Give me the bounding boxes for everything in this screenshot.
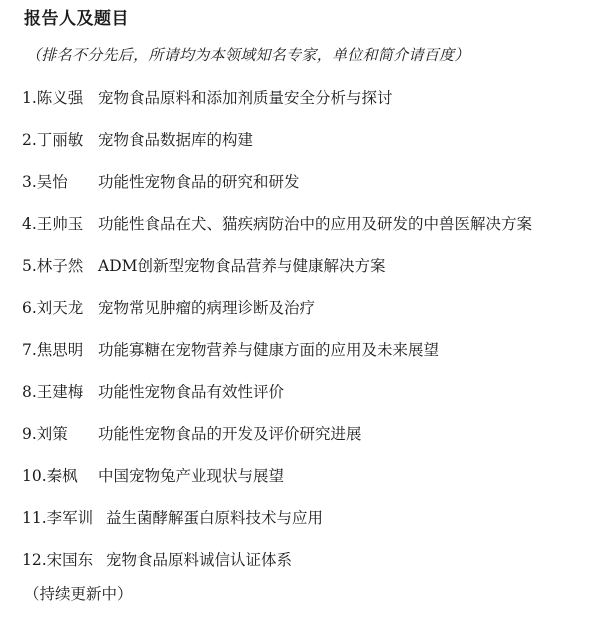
list-item [22, 508, 532, 550]
list-item [22, 256, 532, 298]
footer-note: （持续更新中） [24, 585, 133, 603]
speaker-name: 2.丁丽敏 [22, 131, 84, 149]
speaker-topic: 功能性食品在犬、猫疾病防治中的应用及研发的中兽医解决方案 [98, 215, 533, 233]
speaker-topic: 宠物食品原料和添加剂质量安全分析与探讨 [98, 89, 393, 107]
speaker-name: 6.刘天龙 [22, 299, 84, 317]
speaker-name: 11.李军训 [22, 509, 94, 527]
list-item [22, 382, 532, 424]
speaker-name: 4.王帅玉 [22, 215, 84, 233]
speaker-name: 12.宋国东 [22, 551, 94, 569]
speaker-topic: 宠物常见肿瘤的病理诊断及治疗 [98, 299, 316, 317]
page-title: 报告人及题目 [24, 9, 129, 29]
speaker-topic: 宠物食品原料诚信认证体系 [106, 551, 293, 569]
list-item [22, 130, 532, 172]
speaker-name: 10.秦枫 [22, 467, 78, 485]
list-item [22, 172, 532, 214]
speaker-name: 8.王建梅 [22, 383, 84, 401]
speaker-topic: 功能性宠物食品的开发及评价研究进展 [98, 425, 362, 443]
speaker-name: 3.吴怡 [22, 173, 68, 191]
speaker-name: 5.林子然 [22, 257, 84, 275]
list-item [22, 466, 532, 508]
speaker-topic: 益生菌酵解蛋白原料技术与应用 [106, 509, 324, 527]
list-item [22, 214, 532, 256]
list-item [22, 424, 532, 466]
speaker-name: 9.刘策 [22, 425, 68, 443]
speaker-name: 1.陈义强 [22, 89, 84, 107]
speaker-topic: 功能性宠物食品有效性评价 [98, 383, 285, 401]
speaker-topic: ADM创新型宠物食品营养与健康解决方案 [98, 257, 386, 275]
speaker-name: 7.焦思明 [22, 341, 84, 359]
speaker-topic: 中国宠物兔产业现状与展望 [98, 467, 285, 485]
speaker-list [22, 88, 532, 592]
list-item [22, 298, 532, 340]
list-item [22, 88, 532, 130]
list-item [22, 340, 532, 382]
speaker-topic: 功能寡糖在宠物营养与健康方面的应用及未来展望 [98, 341, 440, 359]
note-text: （排名不分先后，所请均为本领域知名专家，单位和简介请百度） [26, 46, 470, 64]
speaker-topic: 宠物食品数据库的构建 [98, 131, 254, 149]
speaker-topic: 功能性宠物食品的研究和研发 [98, 173, 300, 191]
